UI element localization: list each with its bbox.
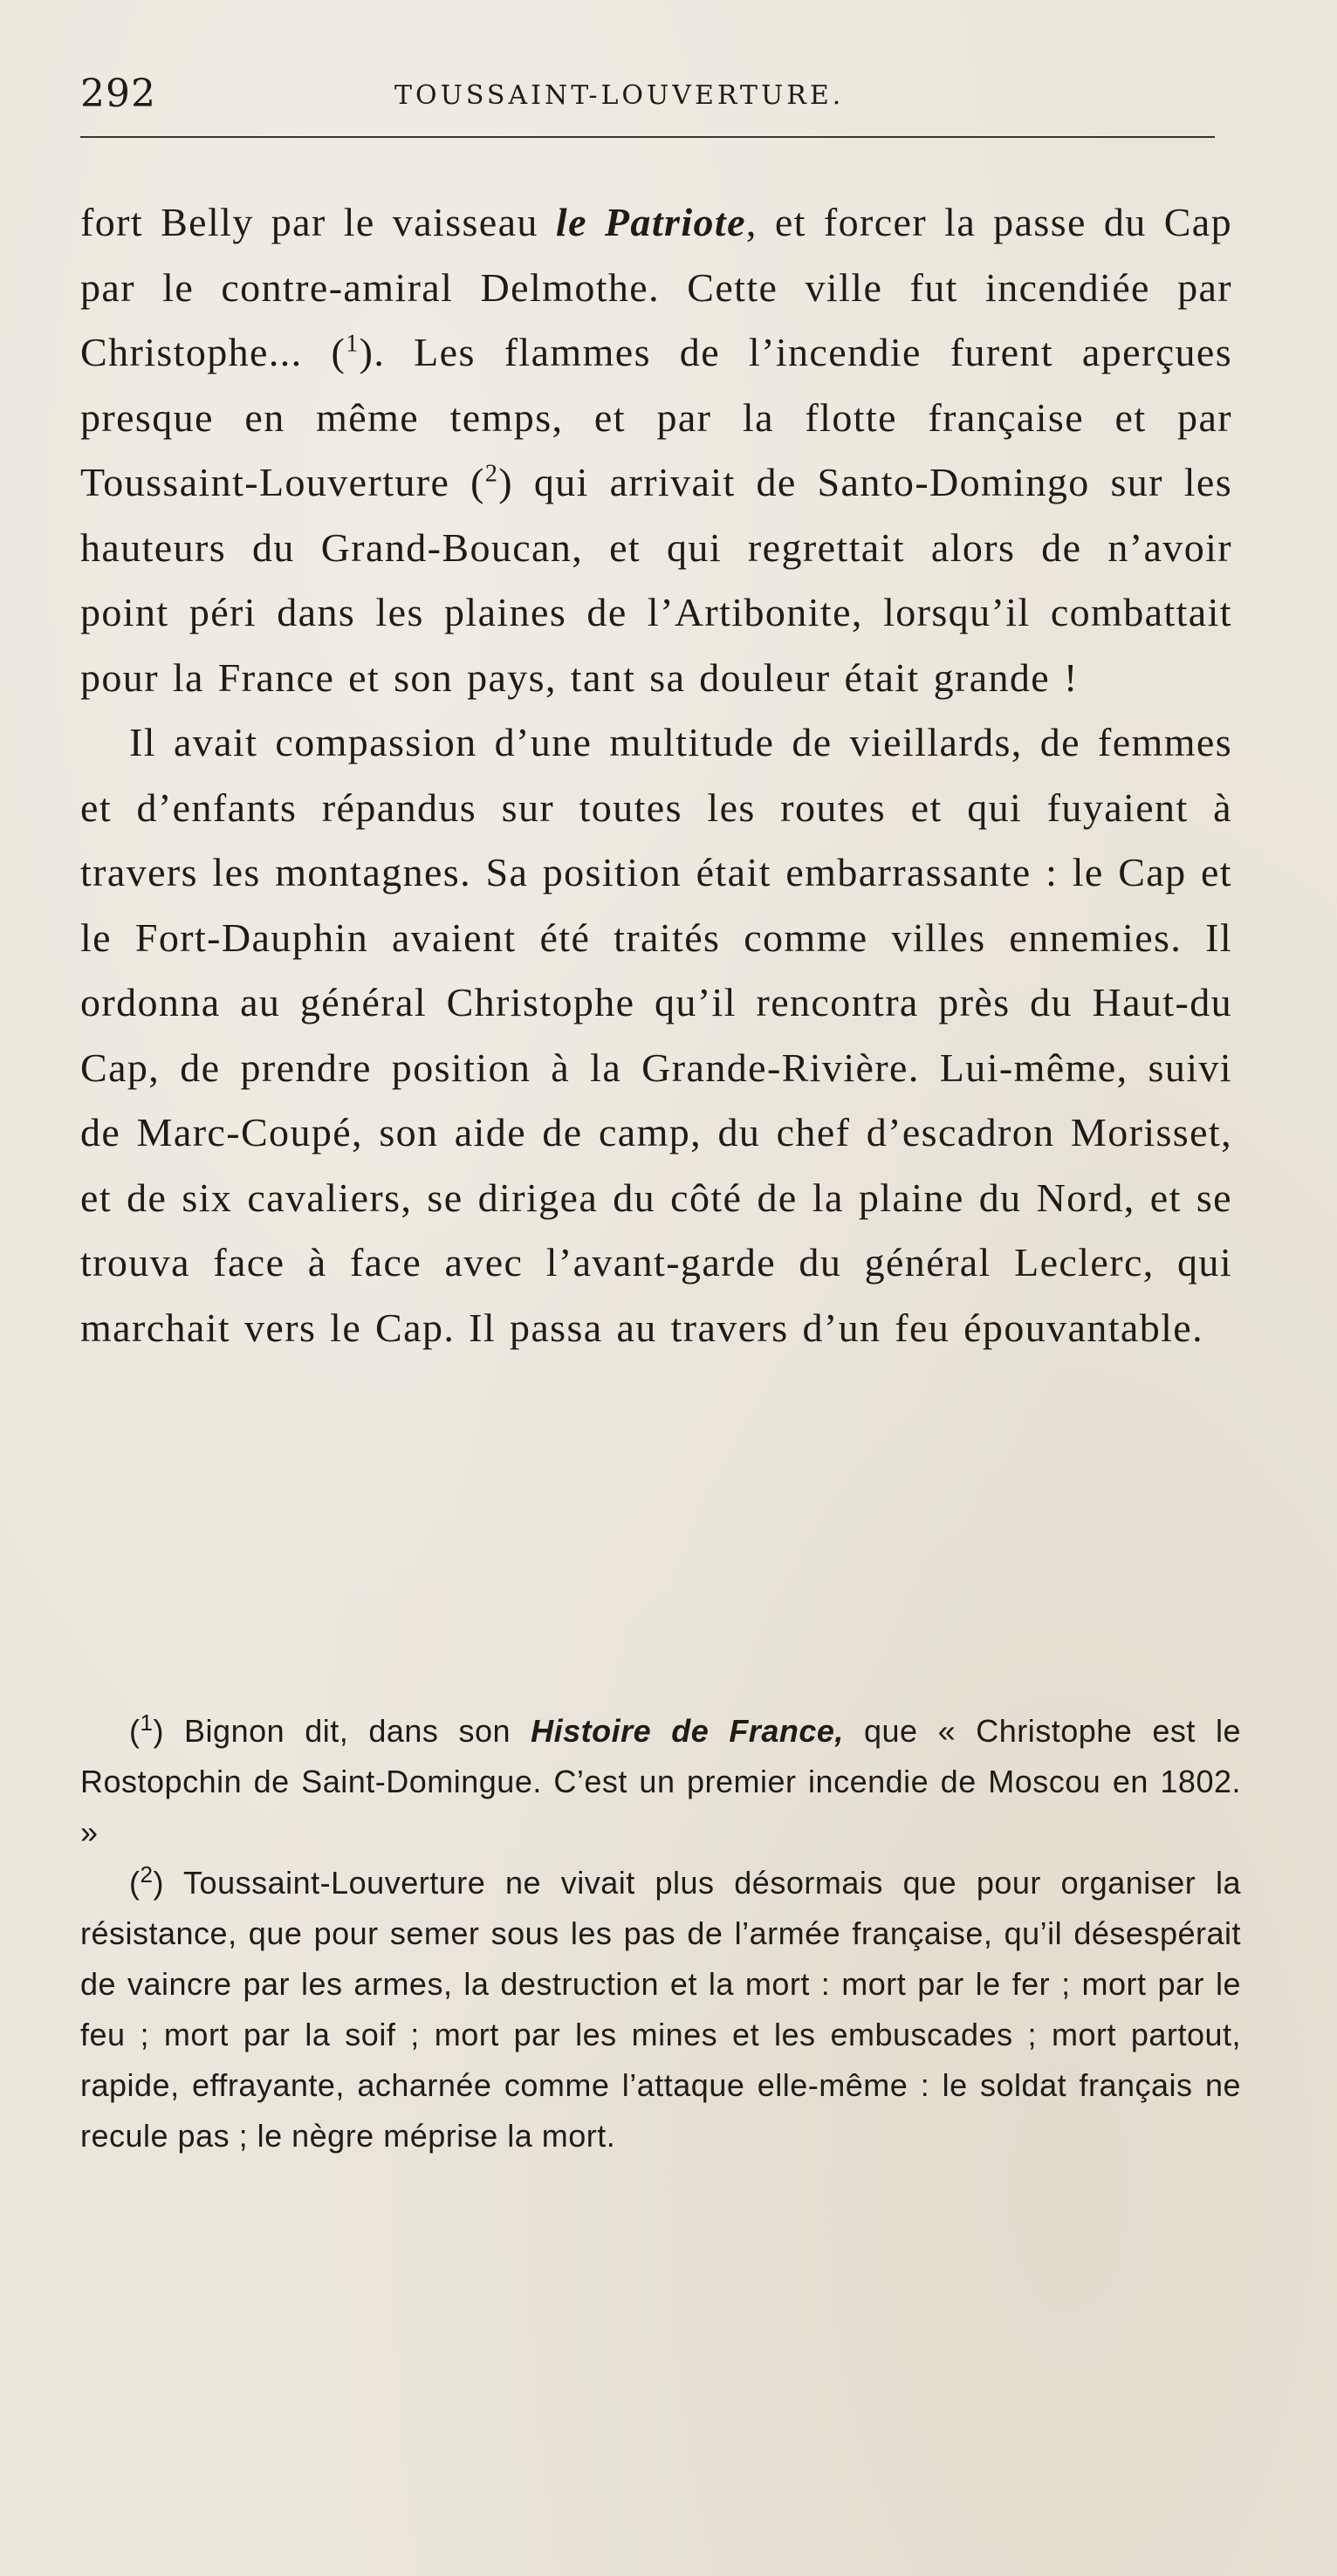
page-header <box>80 70 1232 122</box>
footnote-ref-1: 1 <box>346 330 360 358</box>
footnote-ref-2: 2 <box>484 460 499 488</box>
footnote-1-number: 1 <box>140 1709 154 1736</box>
paragraph-1: fort Belly par le vaisseau le Patriote, et forcer la passe du Cap par le contre-amiral Delmothe. Cette ville fut incendiée par Christophe... ($^1$). Les flammes de l’incendie furent aperçues presque en même temps, et par la flotte française et par Toussaint-Louverture ($^2$) qui arrivait de Santo-Domingo sur les hauteurs du Grand-Boucan, et qui regrettait alors de n’avoir point péri dans les plaines de l’Artibonite, lorsqu’il combattait pour la France et son pays, tant sa douleur était grande ! <box>80 200 1233 700</box>
book-title: Histoire de France, <box>531 1713 844 1749</box>
main-text <box>80 190 1232 1360</box>
footnote-2: ($^2$) Toussaint-Louverture ne vivait plus désormais que pour organiser la résistance, que pour semer sous les pas de l’armée française, qu’il désespérait de vaincre par les armes, la destruction et la mort : mort par le fer ; mort par le feu ; mort par la soif ; mort par les mines et les embuscades ; mort partout, rapide, effrayante, acharnée comme l’attaque elle-même : le soldat français ne recule pas ; le nègre méprise la mort. <box>80 1861 1241 2154</box>
header-rule <box>80 136 1215 138</box>
footnote-2-number: 2 <box>140 1861 154 1887</box>
footnotes <box>80 1706 1241 2162</box>
footnote-1: ($^1$) Bignon dit, dans son Histoire de France, que « Christophe est le Rostopchin de Saint-Domingue. C’est un premier incendie de Moscou en 1802. » <box>80 1709 1241 1850</box>
running-title: TOUSSAINT-LOUVERTURE. <box>394 80 845 111</box>
ship-name: le Patriote <box>555 200 746 244</box>
page-number: 292 <box>80 72 156 116</box>
paragraph-2: Il avait compassion d’une multitude de vieillards, de femmes et d’enfants répandus sur toutes les routes et qui fuyaient à travers les montagnes. Sa position était embarrassante : le Cap et le Fort-Dauphin avaient été traités comme villes ennemies. Il ordonna au général Christophe qu’il rencontra près du Haut-du Cap, de prendre position à la Grande-Rivière. Lui-même, suivi de Marc-Coupé, son aide de camp, du chef d’escadron Morisset, et de six cavaliers, se dirigea du côté de la plaine du Nord, et se trouva face à face avec l’avant-garde du général Leclerc, qui marchait vers le Cap. Il passa au travers d’un feu épouvantable. <box>80 720 1232 1350</box>
